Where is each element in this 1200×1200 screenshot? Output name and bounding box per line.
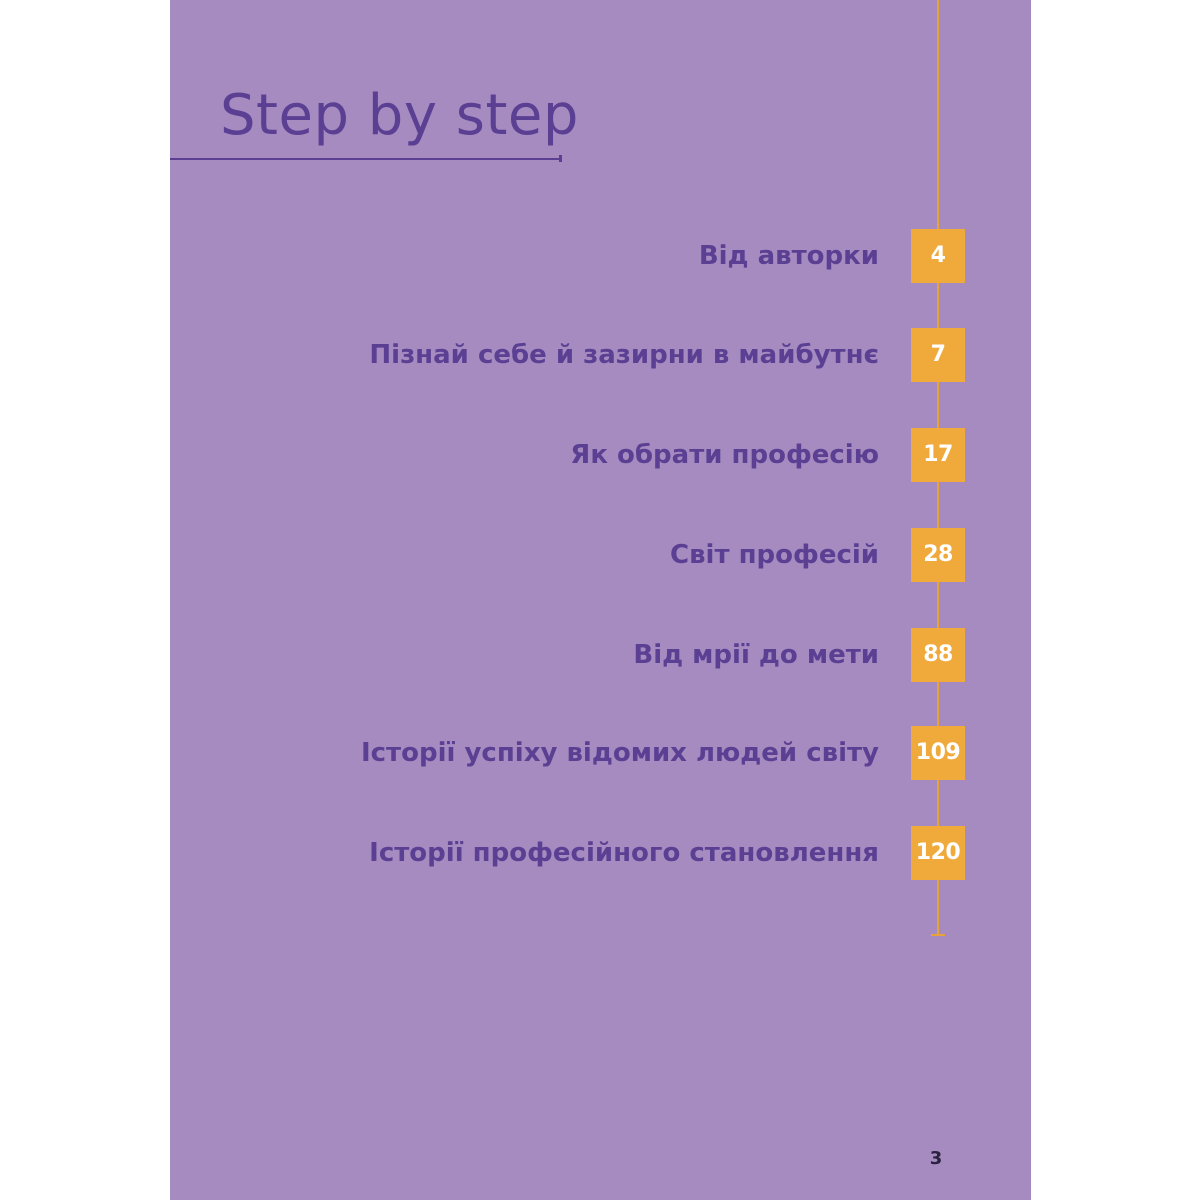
toc-entry-page-badge: 88 [911,628,965,682]
toc-entry-page-badge: 120 [911,826,965,880]
toc-entry-page-badge: 109 [911,726,965,780]
toc-entry-page-badge: 28 [911,528,965,582]
toc-entry-title: Світ професій [670,540,879,570]
toc-entry[interactable] [170,628,1031,682]
toc-entry-title: Від авторки [698,241,879,271]
toc-entry[interactable] [170,428,1031,482]
toc-entry[interactable] [170,328,1031,382]
title-underline [170,158,561,160]
toc-entry[interactable] [170,229,1031,283]
toc-entry-page-badge: 7 [911,328,965,382]
title-underline-tip [559,155,562,162]
page-number: 3 [929,1148,943,1169]
toc-entry-title: Історії професійного становлення [369,838,879,868]
toc-entry[interactable] [170,826,1031,880]
toc-entry[interactable] [170,528,1031,582]
book-page [170,0,1031,1200]
toc-entry-title: Історії успіху відомих людей світу [360,738,879,768]
toc-entry-title: Як обрати професію [570,440,879,470]
page-title: Step by step [220,83,579,148]
toc-entry-page-badge: 17 [911,428,965,482]
toc-entry-page-badge: 4 [911,229,965,283]
toc-entry-title: Від мрії до мети [633,640,879,670]
toc-entry[interactable] [170,726,1031,780]
toc-entry-title: Пізнай себе й зазирни в майбутнє [369,340,879,370]
timeline-line-end [931,934,945,936]
